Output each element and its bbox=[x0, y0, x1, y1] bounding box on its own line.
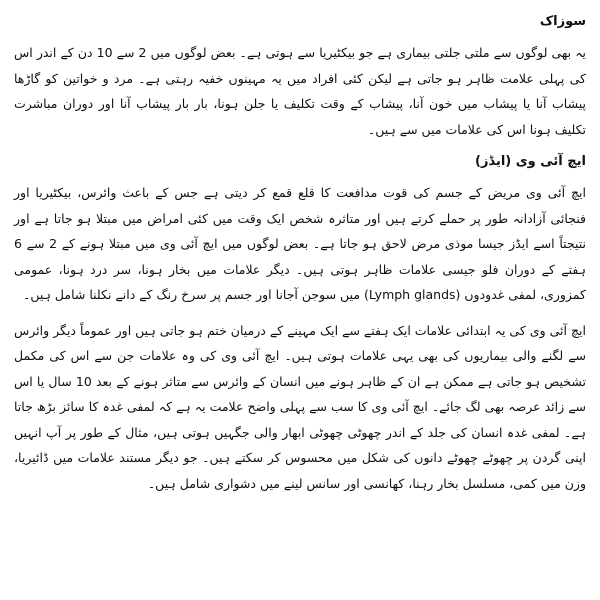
paragraph-gonorrhea-symptoms: یہ بھی لوگوں سے ملتی جلتی بیماری ہے جو بیکٹیریا سے ہوتی ہے۔ بعض لوگوں میں 2 سے 10 دن کے اندر اس کی پہلی علامت ظاہر ہو جاتی ہے لیکن کئی افراد میں یہ مہینوں خفیہ رہتی ہے۔ مرد و خواتین کو گاڑھا پیشاب آنا یا پیشاب میں خون آنا، پیشاب کے وقت تکلیف یا جلن ہونا، بار بار پیشاب آنا اور دوران مباشرت تکلیف ہونا اس کی علامات میں سے ہیں۔ bbox=[14, 45, 587, 137]
section-heading-gonorrhea: سوزاک bbox=[539, 14, 586, 29]
paragraph-hiv-early-signs: ایچ آئی وی کی یہ ابتدائی علامات ایک ہفتے سے ایک مہینے کے درمیان ختم ہو جاتی ہیں اور عموماً دیگر وائرس سے لگنے والی بیماریوں کی بھی یہی علامات ہوتی ہیں۔ ایچ آئی وی کی وہ علامات جن سے اس کی مکمل تشخیص ہو جاتی ہے ممکن ہے ان کے ظاہر ہونے میں انسان کے وائرس سے متاثر ہونے کے بعد 10 سال یا اس سے زائد عرصہ بھی لگ جائے۔ ایچ آئی وی کا سب سے پہلی واضح علامت یہ ہے کہ لمفی غدہ کا سائز بڑھ جاتا ہے۔ لمفی غدہ انسان کی جلد کے اندر چھوٹی چھوٹی ابھار والی جگہیں ہوتی ہیں، مثال کے طور پر آپ انہیں اپنی گردن پر چھوٹے چھوٹے دانوں کی شکل میں محسوس کر سکتے ہیں۔ جو دیگر مستند علامات میں ڈائیریا، وزن میں کمی، مسلسل بخار رہنا، کھانسی اور سانس لینے میں دشواری شامل ہیں۔ bbox=[14, 322, 586, 491]
paragraph-hiv-immunity: ایچ آئی وی مریض کے جسم کی قوت مدافعت کا قلع قمع کر دیتی ہے جس کے باعث وائرس، بیکٹیریا اور فنجائی آزادانہ طور پر حملے کرتے ہیں اور متاثرہ شخص ایک وقت میں کئی امراض میں مبتلا ہو جاتا ہے اور نتیجتاً اسے ایڈز جیسا موذی مرض لاحق ہو جاتا ہے۔ بعض لوگوں میں ایچ آئی وی میں مبتلا ہونے کے 2 سے 6 ہفتے کے دوران فلو جیسی علامات ظاہر ہوتی ہیں۔ دیگر علامات میں بخار ہونا، سر درد ہونا، عمومی کمزوری، لمفی غدودوں (Lymph glands) میں سوجن آجانا اور جسم پر سرخ رنگ کے دانے نکلنا شامل ہیں۔ bbox=[14, 185, 586, 302]
section-heading-hiv: ایچ آئی وی (ایڈز) bbox=[475, 154, 586, 169]
section-gonorrhea bbox=[14, 12, 586, 142]
section-hiv bbox=[14, 152, 586, 496]
